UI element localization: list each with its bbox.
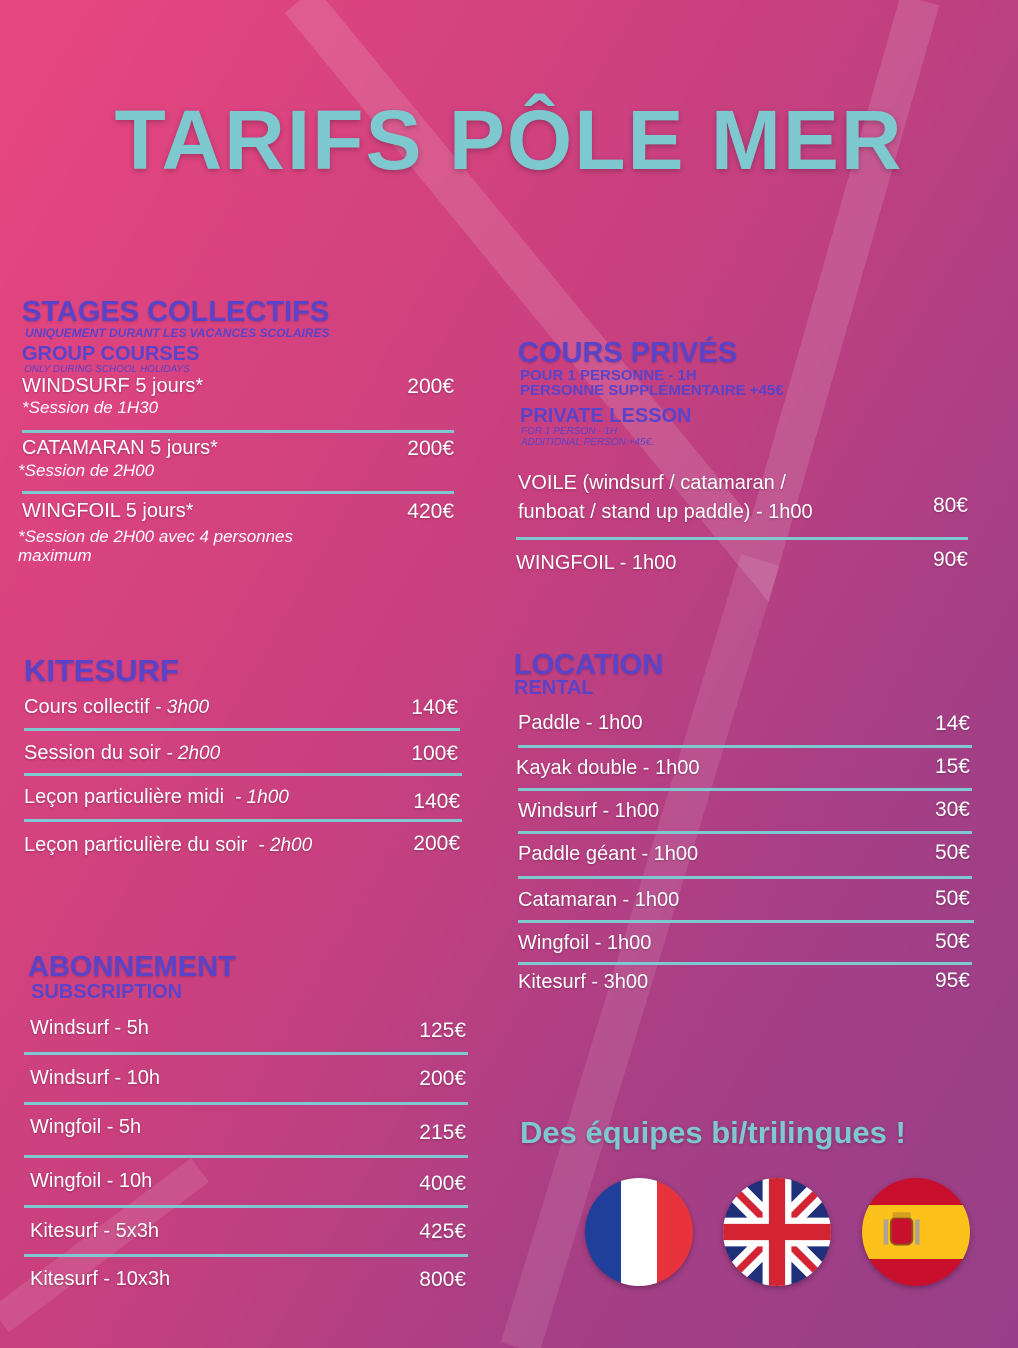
item-price: 80€ <box>932 494 968 517</box>
item-label: Leçon particulière midi <box>24 786 225 808</box>
item-price: 400€ <box>419 1172 466 1195</box>
stages-heading: STAGES COLLECTIFS <box>22 296 330 328</box>
item-price: 30€ <box>934 798 970 821</box>
item-label: Windsurf - 5h <box>30 1017 149 1039</box>
item-price: 95€ <box>934 969 970 992</box>
item-label: WINDSURF 5 jours* <box>22 375 204 397</box>
divider <box>24 1254 468 1257</box>
item-label: Windsurf - 10h <box>30 1067 161 1089</box>
item-price: 15€ <box>934 755 970 778</box>
cours-subnote: FOR 1 PERSON - 1H <box>521 426 618 437</box>
item-label: funboat / stand up paddle) - 1h00 <box>518 501 813 523</box>
divider <box>518 962 972 965</box>
abonnement-section <box>28 952 468 1002</box>
kitesurf-heading: KITESURF <box>24 653 179 688</box>
divider <box>24 819 462 822</box>
item-label: Kitesurf - 5x3h <box>30 1220 159 1242</box>
divider <box>516 537 968 540</box>
cours-section <box>516 337 968 574</box>
item-price: 125€ <box>419 1019 466 1042</box>
item-label: Cours collectif <box>24 696 150 718</box>
stages-note: UNIQUEMENT DURANT LES VACANCES SCOLAIRES <box>25 326 330 340</box>
item-label: Kayak double - 1h00 <box>516 757 700 779</box>
item-label: Session du soir <box>24 742 161 764</box>
item-price: 800€ <box>419 1268 466 1291</box>
item-note: *Session de 1H30 <box>22 398 159 417</box>
item-note: *Session de 2H00 avec 4 personnes <box>18 527 294 546</box>
divider <box>518 831 972 834</box>
item-label: Kitesurf - 10x3h <box>30 1268 171 1290</box>
item-price: 425€ <box>419 1220 466 1243</box>
item-price: 200€ <box>413 832 460 855</box>
item-label: Wingfoil - 5h <box>30 1116 142 1138</box>
item-duration: - 1h00 <box>229 787 289 808</box>
divider <box>24 1052 468 1055</box>
item-label: WINGFOIL 5 jours* <box>22 500 194 522</box>
divider <box>22 491 454 494</box>
stages-subheading: GROUP COURSES <box>22 343 200 365</box>
item-price: 200€ <box>407 375 454 398</box>
item-price: 200€ <box>419 1067 466 1090</box>
divider <box>518 876 972 879</box>
item-price: 50€ <box>934 930 970 953</box>
abonnement-subheading: SUBSCRIPTION <box>31 981 183 1003</box>
location-heading: LOCATION <box>514 649 664 681</box>
spain-flag-icon <box>862 1178 970 1286</box>
item-label: Wingfoil - 1h00 <box>518 932 652 954</box>
cours-note: POUR 1 PERSONNE - 1H <box>520 367 697 384</box>
stages-section <box>18 296 454 565</box>
item-price: 140€ <box>413 790 460 813</box>
item-label: Paddle - 1h00 <box>518 712 643 734</box>
france-flag-icon <box>585 1178 693 1286</box>
tagline: Des équipes bi/trilingues ! <box>520 1115 906 1150</box>
item-duration: - 3h00 <box>155 697 210 718</box>
item-price: 90€ <box>932 548 968 571</box>
page-title: TARIFS PÔLE MER <box>114 93 904 187</box>
uk-flag-icon <box>723 1178 831 1286</box>
item-price: 50€ <box>934 841 970 864</box>
item-label: WINGFOIL - 1h00 <box>516 552 677 574</box>
cours-heading: COURS PRIVÉS <box>518 337 738 369</box>
item-label: Leçon particulière du soir <box>24 834 248 856</box>
divider <box>518 920 974 923</box>
item-note: maximum <box>18 546 92 565</box>
location-section <box>514 650 972 698</box>
divider <box>22 430 454 433</box>
item-label: VOILE (windsurf / catamaran / <box>518 472 786 494</box>
item-price: 420€ <box>407 500 454 523</box>
divider <box>24 1205 468 1208</box>
cours-subnote: ADDITIONAL PERSON +45€. <box>521 437 654 448</box>
divider <box>24 728 460 731</box>
item-price: 140€ <box>411 696 458 719</box>
item-price: 14€ <box>934 712 970 735</box>
item-label: Catamaran - 1h00 <box>518 889 680 911</box>
divider <box>518 745 972 748</box>
item-price: 215€ <box>419 1121 466 1144</box>
item-label: Paddle géant - 1h00 <box>518 843 699 865</box>
item-duration: - 2h00 <box>166 743 221 764</box>
item-price: 200€ <box>407 437 454 460</box>
kitesurf-section <box>24 653 460 856</box>
divider <box>24 1102 468 1105</box>
item-label: Windsurf - 1h00 <box>518 800 660 822</box>
item-note: *Session de 2H00 <box>18 461 155 480</box>
divider <box>24 773 462 776</box>
divider <box>24 1155 468 1158</box>
divider <box>518 788 972 791</box>
location-subheading: RENTAL <box>514 677 594 699</box>
stages-subnote: ONLY DURING SCHOOL HOLIDAYS <box>24 364 190 375</box>
item-label: CATAMARAN 5 jours* <box>22 437 218 459</box>
item-duration: - 2h00 <box>253 835 313 856</box>
item-label: Kitesurf - 3h00 <box>518 971 649 993</box>
cours-subheading: PRIVATE LESSON <box>520 405 692 427</box>
item-label: Wingfoil - 10h <box>30 1170 153 1192</box>
cours-note: PERSONNE SUPPLÉMENTAIRE +45€ <box>520 382 784 399</box>
abonnement-heading: ABONNEMENT <box>28 951 236 983</box>
item-price: 100€ <box>411 742 458 765</box>
item-price: 50€ <box>934 887 970 910</box>
